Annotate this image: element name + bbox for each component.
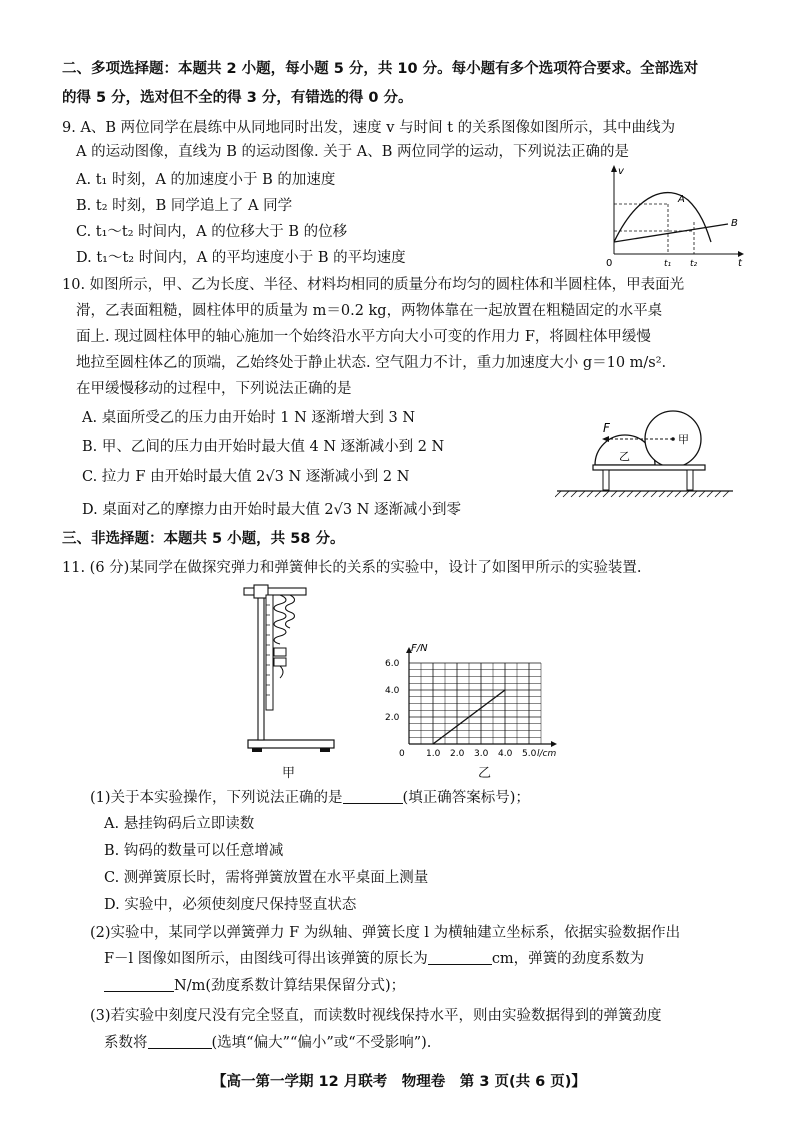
- chart-x-tick-label: 5.0: [522, 749, 537, 759]
- chart-x-tick-label: 3.0: [474, 749, 489, 759]
- q9-option-b: B. t₂ 时刻，B 同学追上了 A 同学: [76, 198, 293, 214]
- q11-weight-2: [274, 658, 286, 666]
- q11-part2-text-c: N/m(劲度系数计算结果保留分式)；: [174, 978, 406, 994]
- q10-force-arrow: [602, 436, 609, 442]
- q11-chart-labels: [385, 643, 556, 759]
- q11-top-bar: [244, 588, 306, 595]
- q11-spring-2: [286, 595, 295, 628]
- q10-force-label: F: [603, 421, 610, 435]
- chart-origin-label: 0: [399, 749, 405, 759]
- section2-header-line2: 的得 5 分，选对但不全的得 3 分，有错选的得 0 分。: [62, 90, 413, 106]
- q11-hook: [280, 666, 283, 678]
- q9-a-label: A: [678, 194, 685, 205]
- q11-part1: [90, 786, 530, 807]
- q9-t1-label: t₁: [664, 259, 672, 268]
- q10-table-leg-left: [603, 470, 609, 490]
- chart-x-axis-arrow: [551, 741, 557, 747]
- q10-option-c: C. 拉力 F 由开始时最大值 2√3 N 逐渐减小到 2 N: [82, 469, 410, 485]
- q9-line-b: [614, 224, 728, 242]
- q11-stand-rod: [258, 590, 264, 740]
- q11-fig-jia-label: 甲: [282, 766, 296, 781]
- q11-base-foot-right: [320, 748, 330, 752]
- q10-table-leg-right: [687, 470, 693, 490]
- q11-part1-option-a: A. 悬挂钩码后立即读数: [104, 816, 255, 832]
- q11-base: [248, 740, 334, 748]
- q11-part1-option-d: D. 实验中，必须使刻度尺保持竖直状态: [104, 897, 357, 913]
- q11-part3-text-a: 系数将: [104, 1035, 148, 1051]
- q9-option-d: D. t₁～t₂ 时间内，A 的平均速度小于 B 的平均速度: [76, 250, 406, 266]
- section3-header: 三、非选择题：本题共 5 小题，共 58 分。: [62, 531, 345, 547]
- q10-table-top: [593, 465, 705, 470]
- q11-part3-line2: [104, 1031, 431, 1052]
- q11-part3-answer-blank[interactable]: [148, 1034, 212, 1049]
- page-footer: 【高一第一学期 12 月联考 物理卷 第 3 页(共 6 页)】: [212, 1074, 586, 1090]
- chart-y-tick-label: 4.0: [385, 686, 400, 696]
- q11-part1-text-a: (1)关于本实验操作，下列说法正确的是: [90, 790, 343, 806]
- q10-line3: 面上. 现过圆柱体甲的轴心施加一个始终沿水平方向大小可变的作用力 F，将圆柱体甲缓慢: [76, 329, 651, 345]
- q9-v-arrow: [611, 165, 617, 172]
- q11-part2-line2: [104, 947, 644, 968]
- chart-y-axis-title: F/N: [411, 643, 428, 654]
- q11-part1-answer-blank[interactable]: [343, 789, 403, 804]
- q11-apparatus-figure: [240, 580, 340, 760]
- q11-part2-text-a: F－l 图像如图所示，由图线可得出该弹簧的原长为: [104, 951, 428, 967]
- chart-y-tick-label: 6.0: [385, 659, 400, 669]
- q11-ruler: [266, 595, 273, 710]
- q9-b-label: B: [731, 218, 738, 229]
- q11-weight-1: [274, 648, 286, 656]
- q11-fig-yi-label: 乙: [478, 766, 492, 781]
- q11-part1-text-b: (填正确答案标号)；: [402, 790, 530, 806]
- q11-part2-text-b: cm，弹簧的劲度系数为: [491, 951, 645, 967]
- q9-vt-graph: [598, 162, 748, 268]
- q9-option-c: C. t₁～t₂ 时间内，A 的位移大于 B 的位移: [76, 224, 348, 240]
- q10-option-d: D. 桌面对乙的摩擦力由开始时最大值 2√3 N 逐渐减小到零: [82, 502, 462, 518]
- q9-v-label: v: [618, 166, 624, 177]
- q11-part2-line3: [104, 974, 405, 995]
- q9-stem-line2: A 的运动图像，直线为 B 的运动图像. 关于 A、B 两位同学的运动，下列说法正确的是: [76, 144, 630, 160]
- q11-part1-option-b: B. 钩码的数量可以任意增减: [104, 843, 284, 859]
- q11-part2-k-blank[interactable]: [104, 977, 174, 992]
- chart-x-axis-title: l/cm: [537, 749, 557, 759]
- q9-t2-label: t₂: [690, 259, 698, 268]
- chart-x-tick-label: 4.0: [498, 749, 513, 759]
- q10-option-a: A. 桌面所受乙的压力由开始时 1 N 逐渐增大到 3 N: [82, 410, 416, 426]
- chart-x-tick-label: 2.0: [450, 749, 465, 759]
- q9-t-label: t: [738, 258, 742, 268]
- q10-ground-hatch: [555, 491, 729, 497]
- q11-part3-text-b: (选填“偏大”“偏小”或“不受影响”).: [211, 1035, 432, 1051]
- q11-part2-length-blank[interactable]: [428, 950, 492, 965]
- q9-stem-line1: 9. A、B 两位同学在晨练中从同地同时出发，速度 v 与时间 t 的关系图像如图所示，其中曲线为: [62, 120, 676, 136]
- q10-line5: 在甲缓慢移动的过程中，下列说法正确的是: [76, 381, 352, 397]
- q9-option-a: A. t₁ 时刻，A 的加速度小于 B 的加速度: [76, 172, 336, 188]
- chart-y-tick-label: 2.0: [385, 713, 400, 723]
- q10-jia-label: 甲: [678, 433, 689, 446]
- q11-stem: 11. (6 分)某同学在做探究弹力和弹簧伸长的关系的实验中，设计了如图甲所示的实验装置.: [62, 560, 642, 576]
- q9-origin-label: 0: [606, 258, 613, 268]
- q9-t-arrow: [738, 251, 744, 257]
- chart-x-tick-label: 1.0: [426, 749, 441, 759]
- q10-figure: [555, 396, 735, 508]
- q10-line2: 滑，乙表面粗糙，圆柱体甲的质量为 m＝0.2 kg，两物体靠在一起放置在粗糙固定的水平桌: [76, 303, 663, 319]
- q11-base-foot-left: [252, 748, 262, 752]
- q11-chart-grid: [409, 663, 541, 744]
- q11-fl-chart: [365, 634, 565, 760]
- q11-spring: [274, 595, 286, 644]
- q11-part2-line1: (2)实验中，某同学以弹簧弹力 F 为纵轴、弹簧长度 l 为横轴建立坐标系，依据实验数据作出: [90, 925, 681, 941]
- q10-line1: 10. 如图所示，甲、乙为长度、半径、材料均相同的质量分布均匀的圆柱体和半圆柱体，甲表面光: [62, 277, 685, 293]
- q11-part3-line1: (3)若实验中刻度尺没有完全竖直，而读数时视线保持水平，则由实验数据得到的弹簧劲度: [90, 1008, 662, 1024]
- q10-option-b: B. 甲、乙间的压力由开始时最大值 4 N 逐渐减小到 2 N: [82, 439, 445, 455]
- q10-line4: 地拉至圆柱体乙的顶端，乙始终处于静止状态. 空气阻力不计，重力加速度大小 g＝10 m/s².: [76, 355, 667, 371]
- q10-yi-label: 乙: [619, 450, 630, 463]
- section2-header-line1: 二、多项选择题：本题共 2 小题，每小题 5 分，共 10 分。每小题有多个选项符合要求。全部选对: [62, 61, 699, 77]
- q11-part1-option-c: C. 测弹簧原长时，需将弹簧放置在水平桌面上测量: [104, 870, 429, 886]
